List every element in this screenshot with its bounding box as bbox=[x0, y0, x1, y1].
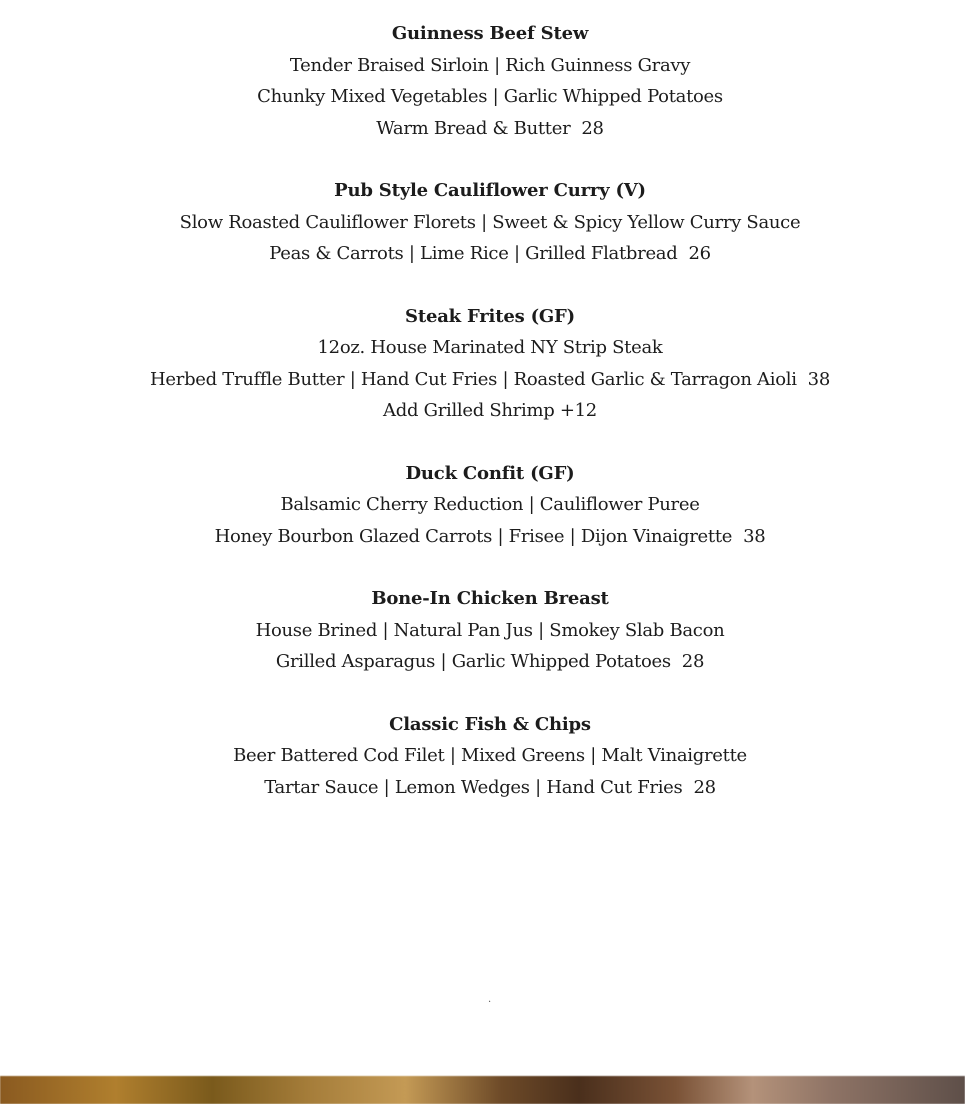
menu-item-addon: Add Grilled Shrimp +12 bbox=[383, 400, 597, 421]
footer-background-image bbox=[0, 1076, 965, 1104]
menu-item-description: Grilled Asparagus | Garlic Whipped Potatoes bbox=[275, 651, 671, 672]
menu-item-name: Pub Style Cauliflower Curry (V) bbox=[334, 180, 646, 201]
menu-item-description: Slow Roasted Cauliflower Florets | Sweet & Spicy Yellow Curry Sauce bbox=[179, 211, 801, 233]
menu-item-description: Herbed Truffle Butter | Hand Cut Fries | Roasted Garlic & Tarragon Aioli bbox=[150, 368, 797, 390]
menu-item-description-with-price bbox=[0, 521, 965, 553]
separator-dot: . bbox=[488, 994, 492, 1005]
menu-item-duck-confit bbox=[0, 458, 965, 553]
menu-item-chicken-breast bbox=[0, 583, 965, 678]
menu-list bbox=[0, 18, 965, 834]
menu-item-price: 28 bbox=[681, 651, 705, 672]
menu-item-steak-frites bbox=[0, 301, 965, 427]
menu-item-cauliflower-curry bbox=[0, 175, 965, 270]
menu-item-guinness-beef-stew bbox=[0, 18, 965, 144]
menu-item-description: Balsamic Cherry Reduction | Cauliflower Puree bbox=[280, 494, 700, 515]
menu-item-description: House Brined | Natural Pan Jus | Smokey Slab Bacon bbox=[255, 619, 725, 641]
menu-item-description-with-price bbox=[0, 238, 965, 270]
menu-item-description: Tender Braised Sirloin | Rich Guinness Gravy bbox=[289, 54, 691, 76]
menu-item-price: 28 bbox=[693, 776, 716, 798]
menu-item-description-with-price bbox=[0, 772, 965, 804]
menu-item-name: Steak Frites (GF) bbox=[405, 305, 575, 327]
menu-item-description: Honey Bourbon Glazed Carrots | Frisee | Dijon Vinaigrette bbox=[214, 525, 733, 547]
menu-item-description: Warm Bread & Butter bbox=[376, 117, 571, 139]
menu-item-price: 38 bbox=[807, 368, 830, 390]
menu-item-description: Beer Battered Cod Filet | Mixed Greens | Malt Vinaigrette bbox=[233, 745, 747, 766]
menu-item-description: Tartar Sauce | Lemon Wedges | Hand Cut Fries bbox=[264, 776, 683, 798]
menu-item-description-with-price bbox=[0, 646, 965, 678]
menu-item-price: 38 bbox=[743, 525, 766, 547]
menu-item-price: 28 bbox=[581, 117, 604, 139]
menu-item-description: 12oz. House Marinated NY Strip Steak bbox=[317, 337, 663, 358]
menu-item-name: Guinness Beef Stew bbox=[391, 23, 589, 44]
menu-item-name: Classic Fish & Chips bbox=[389, 713, 591, 735]
menu-item-price: 26 bbox=[688, 243, 711, 264]
menu-item-fish-and-chips bbox=[0, 709, 965, 804]
menu-item-description: Peas & Carrots | Lime Rice | Grilled Flatbread bbox=[269, 243, 678, 264]
menu-item-name: Bone-In Chicken Breast bbox=[371, 588, 609, 609]
menu-item-description-with-price bbox=[0, 113, 965, 145]
menu-item-description: Chunky Mixed Vegetables | Garlic Whipped Potatoes bbox=[257, 86, 723, 107]
menu-item-description-with-price bbox=[0, 364, 965, 396]
menu-item-name: Duck Confit (GF) bbox=[405, 462, 575, 484]
